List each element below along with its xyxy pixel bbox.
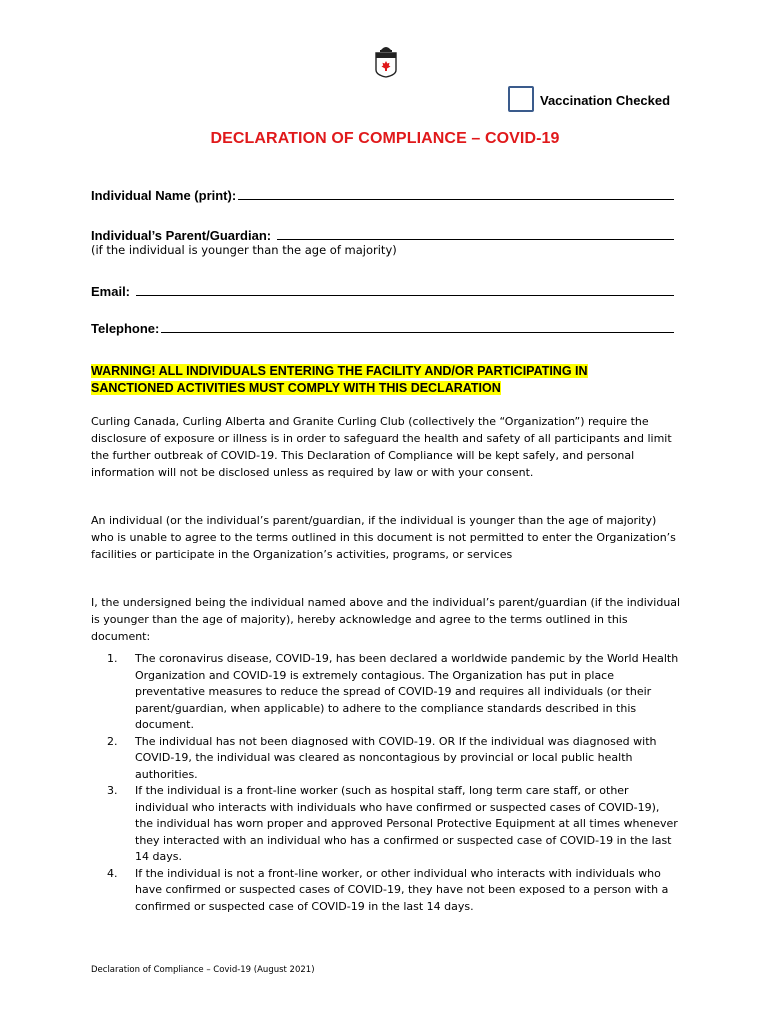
organization-paragraph: Curling Canada, Curling Alberta and Granite Curling Club (collectively the “Organization”) require the disclosure of exposure or illness is in order to safeguard the health and safety of all participants and limit the further outbreak of COVID-19. This Declaration of Compliance will be kept safely, and personal information will not be disclosed unless as required by law or with your consent. — [91, 415, 672, 479]
eligibility-paragraph: An individual (or the individual’s parent/guardian, if the individual is younger than the age of majority) who is unable to agree to the terms outlined in this document is not permitted to enter the Organization’s facilities or participate in the Organization’s activities, programs, or services — [91, 514, 676, 561]
telephone-row — [91, 318, 674, 336]
list-item-number: 3. — [107, 784, 118, 797]
list-item — [107, 734, 679, 784]
email-field[interactable] — [136, 292, 674, 296]
page-footer: Declaration of Compliance – Covid-19 (August 2021) — [91, 965, 315, 975]
list-item — [107, 866, 679, 916]
telephone-label: Telephone: — [91, 321, 160, 336]
parent-guardian-note: (if the individual is younger than the age of majority) — [91, 243, 397, 257]
vaccination-checked-label: Vaccination Checked — [540, 93, 671, 108]
telephone-field[interactable] — [161, 329, 674, 333]
document-title: DECLARATION OF COMPLIANCE – COVID-19 — [210, 130, 560, 147]
warning-line-2: SANCTIONED ACTIVITIES MUST COMPLY WITH THIS DECLARATION — [91, 381, 501, 395]
list-item-number: 4. — [107, 866, 118, 880]
individual-name-row — [91, 185, 674, 203]
list-item-number: 1. — [107, 652, 118, 665]
parent-guardian-row — [91, 225, 674, 243]
list-item-text: If the individual is a front-line worker (such as hospital staff, long term care staff, or other individual who interacts with individuals who have confirmed or suspected cases of COVID-19), the individual has worn proper and approved Personal Protective Equipment at all times whenever they interacted with an individual who has a confirmed or suspected case of COVID-19 in the last 14 days. — [135, 784, 678, 863]
email-label: Email: — [91, 284, 131, 299]
email-row — [91, 281, 674, 299]
list-item — [107, 651, 679, 734]
warning-notice — [91, 363, 671, 397]
curling-canada-logo — [375, 44, 397, 78]
list-item-text: The individual has not been diagnosed with COVID-19. OR If the individual was diagnosed with COVID-19, the individual was cleared as noncontagious by provincial or local public health authorities. — [135, 734, 657, 781]
list-item — [107, 783, 679, 866]
individual-name-label: Individual Name (print): — [91, 188, 237, 203]
list-item-number: 2. — [107, 734, 118, 748]
parent-guardian-field[interactable] — [277, 236, 674, 240]
parent-guardian-label: Individual’s Parent/Guardian: — [91, 228, 272, 243]
vaccination-checked-checkbox[interactable] — [508, 86, 534, 112]
list-item-text: If the individual is not a front-line worker, or other individual who interacts with individuals who have confirmed or suspected cases of COVID-19, they have not been exposed to a person with a confirmed or suspected case of COVID-19 in the last 14 days. — [135, 866, 669, 913]
individual-name-field[interactable] — [238, 196, 674, 200]
warning-line-1: WARNING! ALL INDIVIDUALS ENTERING THE FACILITY AND/OR PARTICIPATING IN — [91, 364, 588, 378]
list-item-text: The coronavirus disease, COVID-19, has been declared a worldwide pandemic by the World Health Organization and COVID-19 is extremely contagious. The Organization has put in place preventative measures to reduce the spread of COVID-19 and requires all individuals (or their parent/guardian, when applicable) to adhere to the compliance standards described in this document. — [135, 652, 679, 731]
terms-list — [107, 651, 679, 915]
acknowledgement-paragraph: I, the undersigned being the individual named above and the individual’s parent/guardian (if the individual is younger than the age of majority), hereby acknowledge and agree to the terms outlined in this document: — [91, 596, 681, 643]
